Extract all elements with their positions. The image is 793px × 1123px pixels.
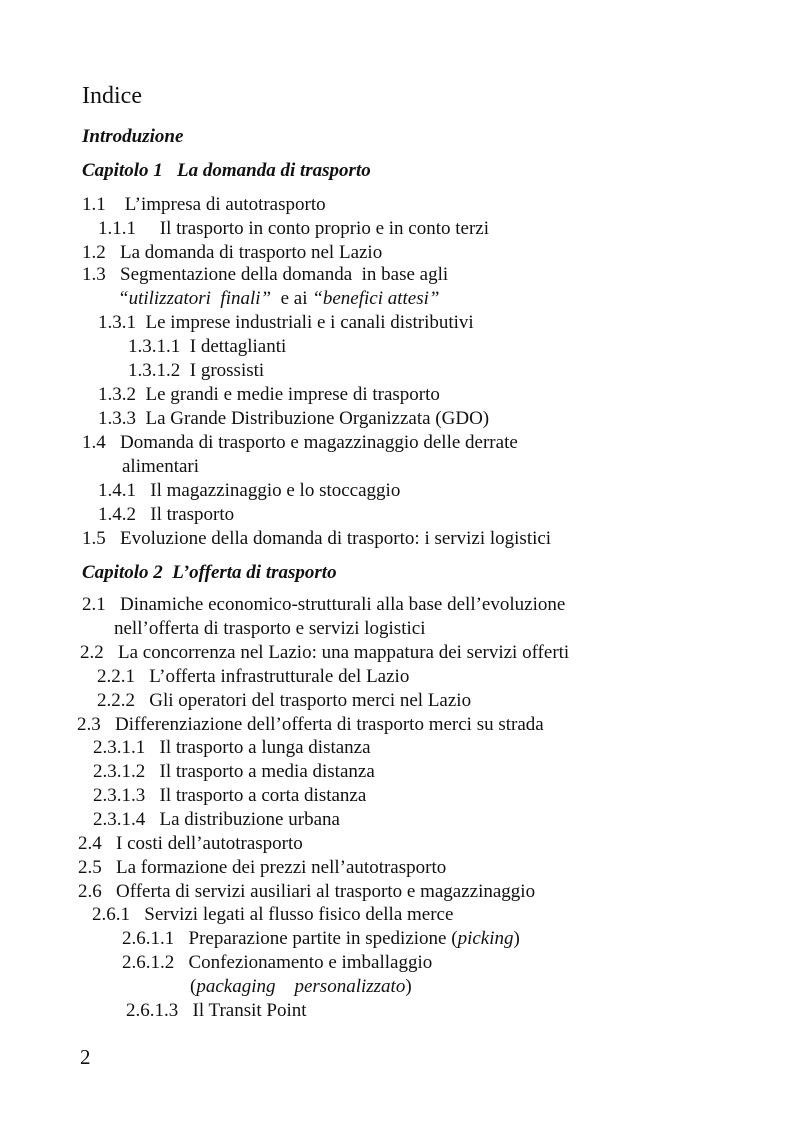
toc-entry (190, 976, 412, 998)
toc-entry (118, 288, 439, 310)
toc-entry: 1.2 La domanda di trasporto nel Lazio (82, 242, 383, 263)
toc-entry: 2.2 La concorrenza nel Lazio: una mappatura dei servizi offerti (80, 642, 570, 663)
toc-entry: 1.3.1 Le imprese industriali e i canali distributivi (98, 312, 474, 333)
toc-entry-part: 2.6.1.1 Preparazione partite in spedizione ( (122, 928, 458, 949)
toc-entry: 2.3.1.4 La distribuzione urbana (93, 809, 340, 830)
toc-entry: 2.6 Offerta di servizi ausiliari al trasporto e magazzinaggio (78, 881, 536, 902)
toc-entry: 1.4 Domanda di trasporto e magazzinaggio delle derrate (82, 432, 518, 453)
toc-entry-part: ) (513, 928, 520, 949)
toc-entry: alimentari (122, 456, 200, 477)
toc-entry: 1.3.2 Le grandi e medie imprese di trasporto (98, 384, 440, 405)
toc-entry: 1.4.2 Il trasporto (98, 504, 235, 525)
toc-entry: 1.3.1.2 I grossisti (128, 360, 265, 381)
toc-entry: 1.5 Evoluzione della domanda di trasporto: i servizi logistici (82, 528, 552, 549)
toc-entry-part: packaging personalizzato (196, 976, 406, 997)
toc-entry-part: “benefici attesi” (312, 288, 440, 309)
toc-entry: 1.3.1.1 I dettaglianti (128, 336, 287, 357)
toc-entry: 1.1.1 Il trasporto in conto proprio e in conto terzi (98, 218, 489, 239)
toc-entry: 2.6.1.3 Il Transit Point (126, 1000, 307, 1021)
toc-entry-part: “utilizzatori finali” (118, 288, 272, 309)
toc-entry: 2.1 Dinamiche economico-strutturali alla base dell’evoluzione (82, 594, 566, 615)
page-title: Indice (82, 83, 142, 109)
toc-entry: 1.4.1 Il magazzinaggio e lo stoccaggio (98, 480, 401, 501)
toc-chapter-heading: Introduzione (82, 126, 184, 147)
toc-entry-part: ( (190, 976, 197, 997)
toc-entry: 2.3.1.3 Il trasporto a corta distanza (93, 785, 367, 806)
toc-entry: 2.6.1 Servizi legati al flusso fisico della merce (92, 904, 454, 925)
toc-entry-part: picking (457, 928, 514, 949)
toc-entry: 2.2.2 Gli operatori del trasporto merci nel Lazio (97, 690, 472, 711)
toc-entry: 2.4 I costi dell’autotrasporto (78, 833, 303, 854)
toc-chapter-heading: Capitolo 1 La domanda di trasporto (82, 160, 371, 181)
toc-entry: 2.2.1 L’offerta infrastrutturale del Lazio (97, 666, 410, 687)
toc-entry: 2.3.1.2 Il trasporto a media distanza (93, 761, 375, 782)
toc-entry: 2.6.1.2 Confezionamento e imballaggio (122, 952, 433, 973)
toc-entry (122, 928, 520, 950)
page-number: 2 (80, 1045, 91, 1069)
toc-entry-part: e ai (271, 288, 313, 309)
toc-entry: 1.1 L’impresa di autotrasporto (82, 194, 326, 215)
toc-entry: 1.3 Segmentazione della domanda in base agli (82, 264, 449, 285)
toc-entry-part: ) (405, 976, 412, 997)
toc-entry: 2.3 Differenziazione dell’offerta di trasporto merci su strada (77, 714, 544, 735)
toc-entry: 2.5 La formazione dei prezzi nell’autotrasporto (78, 857, 447, 878)
toc-chapter-heading: Capitolo 2 L’offerta di trasporto (82, 562, 337, 583)
toc-entry: 1.3.3 La Grande Distribuzione Organizzata (GDO) (98, 408, 490, 429)
toc-entry: nell’offerta di trasporto e servizi logistici (114, 618, 426, 639)
toc-entry: 2.3.1.1 Il trasporto a lunga distanza (93, 737, 371, 758)
